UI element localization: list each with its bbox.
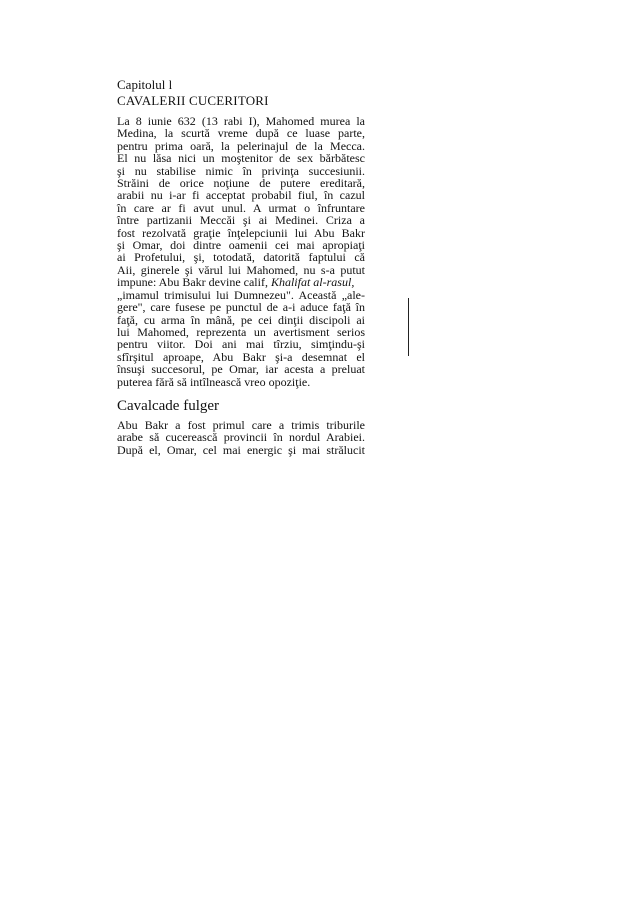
text-line: Aii, ginerele şi vărul lui Mahomed, nu s-a putut bbox=[117, 262, 365, 277]
text-line: „imamul trimisului lui Dumnezeu". Această „ale- bbox=[117, 287, 365, 302]
italic-term: Khalifat al-rasul, bbox=[270, 275, 355, 290]
text-line-with-italic bbox=[117, 276, 365, 288]
text-line: lui Mahomed, reprezenta un avertisment serios bbox=[117, 324, 365, 339]
text-line: pentru prima oară, la pelerinajul de la Mecca. bbox=[117, 138, 365, 153]
text-line: faţă, cu arma în mână, pe cei dinţii discipoli ai bbox=[117, 312, 365, 327]
text-line: puterea fără să intîlnească vreo opoziţie. bbox=[117, 374, 311, 389]
text-line: Străini de orice noţiune de putere ereditară, bbox=[117, 176, 365, 191]
text-line: însuşi succesorul, pe Omar, iar acesta a preluat bbox=[117, 362, 365, 377]
section-heading: Cavalcade fulger bbox=[117, 397, 220, 414]
text-line: pentru viitor. Doi ani mai tîrziu, simţindu-şi bbox=[117, 337, 365, 352]
text-run: impune: Abu Bakr devine calif, bbox=[117, 275, 271, 290]
paragraph-1 bbox=[117, 115, 365, 388]
text-line: După el, Omar, cel mai energic şi mai strălucit bbox=[117, 442, 365, 457]
chapter-label: Capitolul l bbox=[117, 77, 173, 92]
text-line: între partizanii Meccăi şi ai Medinei. Criza a bbox=[117, 213, 365, 228]
text-line: gere", care fusese pe punctul de a-i aduce faţă în bbox=[117, 300, 365, 315]
text-line: sfîrşitul aproape, Abu Bakr şi-a desemnat el bbox=[117, 349, 365, 364]
text-line: arabe să cucerească provincii în nordul Arabiei. bbox=[117, 430, 365, 445]
text-line: Medina, la scurtă vreme după ce luase parte, bbox=[117, 126, 365, 141]
text-line: El nu lăsa nici un moştenitor de sex bărbătesc bbox=[117, 151, 365, 166]
text-line: în care ar fi avut unul. A urmat o înfruntare bbox=[117, 200, 365, 215]
paragraph-2 bbox=[117, 419, 365, 456]
text-line: fost rezolvată graţie înţelepciunii lui Abu Bakr bbox=[117, 225, 365, 240]
chapter-title: CAVALERII CUCERITORI bbox=[117, 93, 269, 108]
text-line: La 8 iunie 632 (13 rabi I), Mahomed murea la bbox=[117, 114, 365, 128]
text-column bbox=[117, 77, 365, 456]
text-line: Abu Bakr a fost primul care a trimis triburile bbox=[117, 417, 365, 432]
text-line: şi Omar, doi dintre oamenii cei mai apropiaţi bbox=[117, 238, 365, 253]
text-line: ai Profetului, şi, totodată, datorită faptului că bbox=[117, 250, 365, 265]
text-line: arabii nu i-ar fi acceptat probabil fiul, în cazul bbox=[117, 188, 365, 203]
vertical-rule bbox=[408, 298, 409, 356]
text-line: şi nu stabilise nimic în privinţa succesiunii. bbox=[117, 163, 365, 178]
